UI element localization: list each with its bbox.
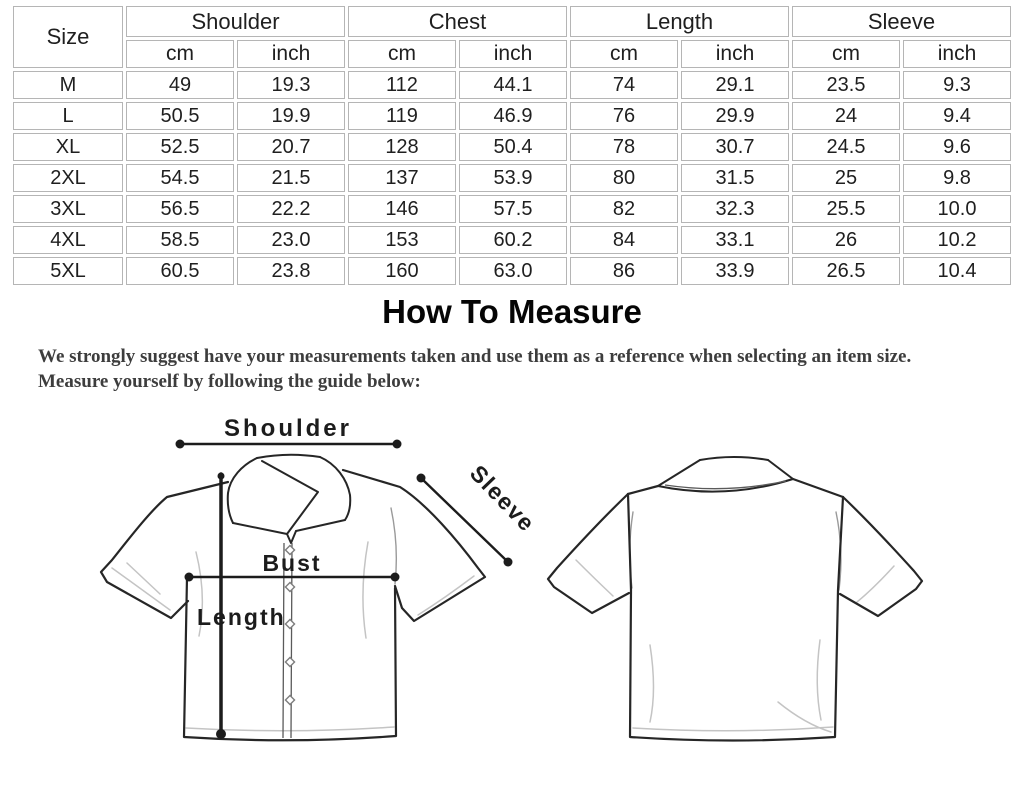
- measurement-value-cell: 160: [348, 257, 456, 285]
- table-row: [13, 102, 1011, 130]
- measurement-value-cell: 29.1: [681, 71, 789, 99]
- size-cell: M: [13, 71, 123, 99]
- unit-header-inch: inch: [459, 40, 567, 68]
- measurement-value-cell: 137: [348, 164, 456, 192]
- measurement-value-cell: 49: [126, 71, 234, 99]
- measurement-value-cell: 80: [570, 164, 678, 192]
- measurement-value-cell: 119: [348, 102, 456, 130]
- measurement-value-cell: 128: [348, 133, 456, 161]
- measurement-value-cell: 26.5: [792, 257, 900, 285]
- measurement-value-cell: 22.2: [237, 195, 345, 223]
- unit-header-inch: inch: [903, 40, 1011, 68]
- unit-header-cm: cm: [570, 40, 678, 68]
- measurement-value-cell: 23.5: [792, 71, 900, 99]
- measurement-value-cell: 9.4: [903, 102, 1011, 130]
- sleeve-label: Sleeve: [464, 460, 541, 538]
- size-cell: 3XL: [13, 195, 123, 223]
- size-cell: 4XL: [13, 226, 123, 254]
- measurement-value-cell: 31.5: [681, 164, 789, 192]
- column-header-size: Size: [13, 6, 123, 68]
- measurement-value-cell: 82: [570, 195, 678, 223]
- measurement-value-cell: 21.5: [237, 164, 345, 192]
- measurement-value-cell: 20.7: [237, 133, 345, 161]
- size-table-body: [13, 71, 1011, 285]
- measurement-value-cell: 44.1: [459, 71, 567, 99]
- measurement-value-cell: 9.3: [903, 71, 1011, 99]
- measurement-value-cell: 30.7: [681, 133, 789, 161]
- measurement-value-cell: 74: [570, 71, 678, 99]
- measurement-value-cell: 112: [348, 71, 456, 99]
- size-cell: 5XL: [13, 257, 123, 285]
- measurement-value-cell: 63.0: [459, 257, 567, 285]
- size-chart-section: [0, 0, 1024, 288]
- unit-header-cm: cm: [348, 40, 456, 68]
- measurement-value-cell: 86: [570, 257, 678, 285]
- measurement-value-cell: 23.8: [237, 257, 345, 285]
- measurement-value-cell: 146: [348, 195, 456, 223]
- measurement-value-cell: 46.9: [459, 102, 567, 130]
- column-header-shoulder: Shoulder: [126, 6, 345, 37]
- table-row: [13, 195, 1011, 223]
- measurement-value-cell: 10.4: [903, 257, 1011, 285]
- measurement-value-cell: 25.5: [792, 195, 900, 223]
- column-header-chest: Chest: [348, 6, 567, 37]
- instructions-line-1: We strongly suggest have your measurements taken and use them as a reference when selecting an item size.: [38, 346, 912, 367]
- measurement-value-cell: 29.9: [681, 102, 789, 130]
- column-header-length: Length: [570, 6, 789, 37]
- measurement-value-cell: 33.9: [681, 257, 789, 285]
- measurement-value-cell: 19.9: [237, 102, 345, 130]
- page-title: How To Measure: [382, 293, 642, 330]
- measurement-value-cell: 23.0: [237, 226, 345, 254]
- shirt-measurement-illustration: [0, 400, 1024, 789]
- measurement-value-cell: 32.3: [681, 195, 789, 223]
- shoulder-label: Shoulder: [223, 415, 353, 443]
- size-chart-table: [10, 3, 1014, 288]
- measurement-value-cell: 78: [570, 133, 678, 161]
- unit-header-inch: inch: [681, 40, 789, 68]
- column-header-sleeve: Sleeve: [792, 6, 1011, 37]
- measurement-value-cell: 9.6: [903, 133, 1011, 161]
- unit-header-cm: cm: [126, 40, 234, 68]
- measurement-value-cell: 56.5: [126, 195, 234, 223]
- measurement-value-cell: 84: [570, 226, 678, 254]
- measurement-value-cell: 10.0: [903, 195, 1011, 223]
- table-row: [13, 164, 1011, 192]
- measurement-value-cell: 153: [348, 226, 456, 254]
- measurement-value-cell: 54.5: [126, 164, 234, 192]
- size-cell: L: [13, 102, 123, 130]
- measurement-value-cell: 53.9: [459, 164, 567, 192]
- table-header-row: [13, 6, 1011, 37]
- measurement-value-cell: 52.5: [126, 133, 234, 161]
- measurement-value-cell: 50.4: [459, 133, 567, 161]
- measurement-value-cell: 9.8: [903, 164, 1011, 192]
- length-label: Length: [197, 604, 286, 631]
- measurement-value-cell: 33.1: [681, 226, 789, 254]
- measurement-value-cell: 26: [792, 226, 900, 254]
- table-row: [13, 257, 1011, 285]
- measurement-value-cell: 24: [792, 102, 900, 130]
- unit-header-cm: cm: [792, 40, 900, 68]
- measurement-value-cell: 58.5: [126, 226, 234, 254]
- table-row: [13, 133, 1011, 161]
- measurement-value-cell: 25: [792, 164, 900, 192]
- shirt-back-diagram: [548, 457, 922, 741]
- measurement-value-cell: 24.5: [792, 133, 900, 161]
- table-unit-row: [13, 40, 1011, 68]
- measurement-guide-diagram: [0, 400, 1024, 789]
- measurement-value-cell: 10.2: [903, 226, 1011, 254]
- instructions-line-2: Measure yourself by following the guide below:: [38, 371, 421, 393]
- bust-label: Bust: [262, 550, 322, 577]
- size-cell: 2XL: [13, 164, 123, 192]
- shirt-front-diagram: [101, 455, 485, 741]
- unit-header-inch: inch: [237, 40, 345, 68]
- measurement-value-cell: 76: [570, 102, 678, 130]
- size-cell: XL: [13, 133, 123, 161]
- table-row: [13, 226, 1011, 254]
- measurement-value-cell: 50.5: [126, 102, 234, 130]
- measurement-value-cell: 60.5: [126, 257, 234, 285]
- table-row: [13, 71, 1011, 99]
- instructions-text: [38, 344, 1006, 394]
- measurement-value-cell: 60.2: [459, 226, 567, 254]
- measurement-value-cell: 19.3: [237, 71, 345, 99]
- measurement-value-cell: 57.5: [459, 195, 567, 223]
